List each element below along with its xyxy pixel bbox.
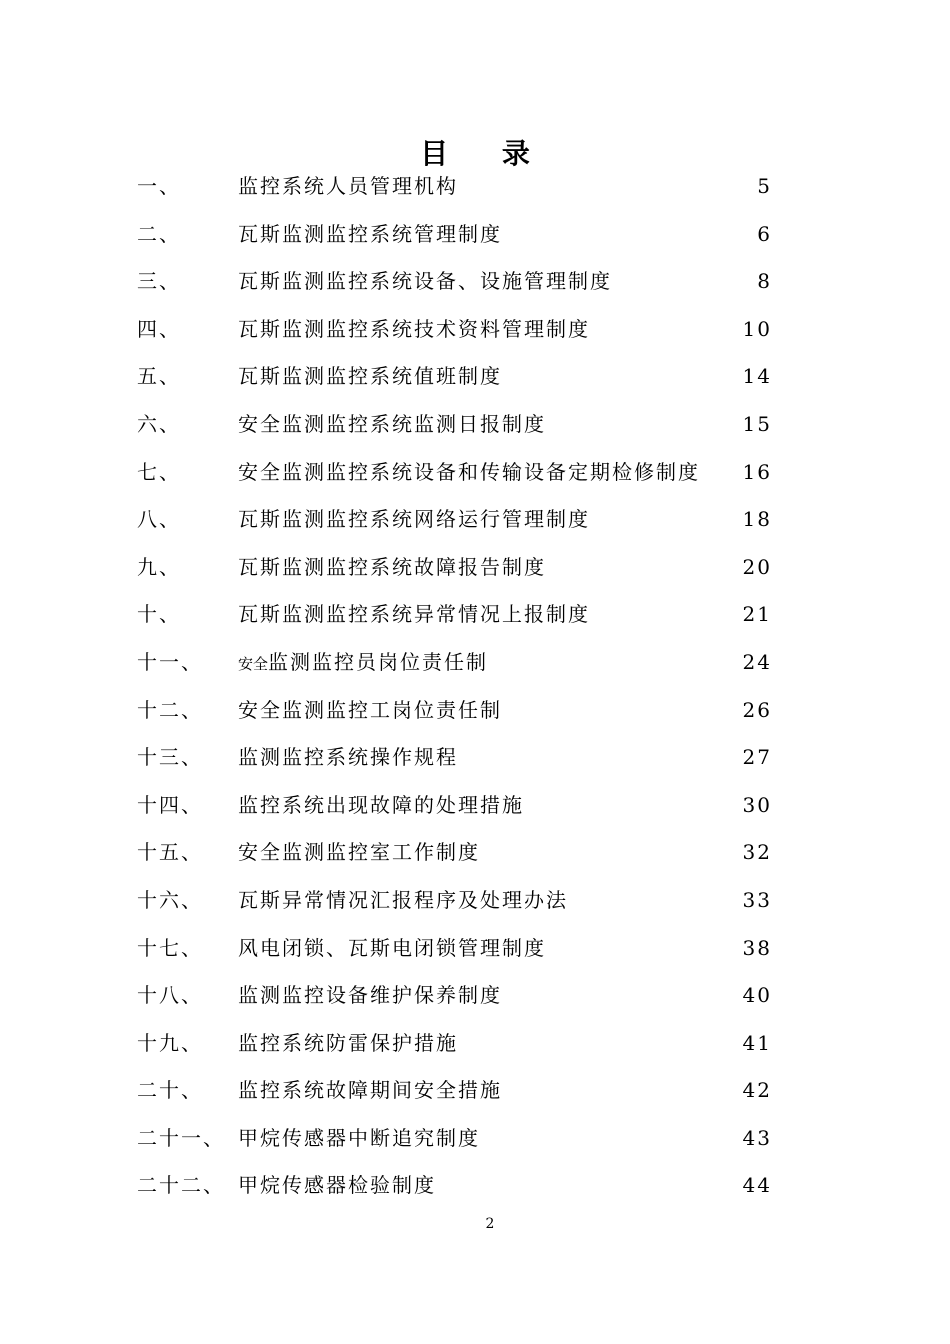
toc-entry-title: 监控系统故障期间安全措施 [238,1078,502,1103]
toc-entry-number: 一、 [137,174,181,198]
toc-entry-number: 四、 [137,316,181,341]
toc-entry-number: 十八、 [137,983,203,1008]
toc-entry [0,544,950,592]
toc-entry-page: 10 [742,316,772,341]
toc-entry [0,496,950,544]
toc-entry-number: 十七、 [137,935,203,960]
toc-entry [0,1115,950,1163]
toc-entry-number: 十三、 [137,745,203,770]
toc-entry-title: 监测监控系统操作规程 [238,745,458,770]
toc-entry-page: 14 [742,364,772,389]
toc-entry-page: 38 [742,935,772,960]
toc-entry-page: 5 [757,174,772,198]
toc-entry-title: 甲烷传感器检验制度 [238,1173,436,1198]
toc-entry [0,258,950,306]
toc-entry-number: 七、 [137,459,181,484]
toc-entry [0,211,950,259]
toc-entry-number: 十六、 [137,887,203,912]
toc-entry-page: 8 [757,269,772,294]
toc-entry-title: 瓦斯监测监控系统设备、设施管理制度 [238,269,612,294]
page-number: 2 [485,1216,495,1232]
toc-entry-title: 风电闭锁、瓦斯电闭锁管理制度 [238,935,546,960]
toc-entry-title: 甲烷传感器中断追究制度 [238,1125,480,1150]
toc-entry-page: 20 [742,554,772,579]
toc-entry-page: 27 [742,745,772,770]
toc-entry [0,877,950,925]
toc-entry-title: 瓦斯监测监控系统技术资料管理制度 [238,316,590,341]
toc-entry-page: 33 [742,887,772,912]
toc-entry [0,591,950,639]
toc-entry-number: 十、 [137,602,181,627]
toc-entry [0,1020,950,1068]
toc-entry-page: 18 [742,507,772,532]
toc-title: 目 录 [420,137,552,170]
toc-entry [0,1067,950,1115]
toc-entry-number: 二十二、 [137,1173,225,1198]
toc-entry-title: 瓦斯监测监控系统管理制度 [238,221,502,246]
toc-entry-number: 二十、 [137,1078,203,1103]
toc-entry-title: 监测监控设备维护保养制度 [238,983,502,1008]
toc-entry [0,1162,950,1210]
toc-entry-title-main: 监测监控员岗位责任制 [268,649,489,674]
toc-entry-title: 瓦斯监测监控系统异常情况上报制度 [238,602,590,627]
toc-entry-title: 安全监测监控系统监测日报制度 [238,411,546,436]
toc-entry-page: 40 [742,983,772,1008]
toc-entry-title: 瓦斯异常情况汇报程序及处理办法 [238,887,568,912]
toc-entry-number: 十二、 [137,697,203,722]
toc-entry-title: 瓦斯监测监控系统值班制度 [238,364,502,389]
toc-entry-page: 21 [742,602,772,627]
toc-entry [0,163,950,211]
toc-entry-title: 安全监测监控系统设备和传输设备定期检修制度 [238,459,700,484]
toc-entry-number: 九、 [137,554,181,579]
toc-entry [0,829,950,877]
toc-entry-number: 十五、 [137,840,203,865]
toc-entry-number: 六、 [137,411,181,436]
toc-entry-title: 瓦斯监测监控系统网络运行管理制度 [238,507,590,532]
toc-entry [0,782,950,830]
toc-entry [0,925,950,973]
toc-list [0,163,950,1210]
toc-entry-page: 44 [742,1173,772,1198]
toc-entry-number: 三、 [137,269,181,294]
toc-entry-page: 42 [742,1078,772,1103]
toc-entry-title: 监控系统出现故障的处理措施 [238,792,524,817]
toc-entry-page: 41 [742,1030,772,1055]
toc-entry-title [238,639,488,689]
toc-entry [0,687,950,735]
toc-entry-page: 43 [742,1125,772,1150]
toc-entry-title: 安全监测监控室工作制度 [238,840,480,865]
toc-entry-page: 24 [742,649,772,674]
toc-entry-page: 26 [742,697,772,722]
toc-entry [0,306,950,354]
toc-entry-number: 十四、 [137,792,203,817]
toc-entry-page: 32 [742,840,772,865]
toc-entry-number: 十一、 [137,649,203,674]
toc-entry [0,972,950,1020]
toc-entry-page: 16 [742,459,772,484]
toc-entry-page: 15 [742,411,772,436]
toc-entry-title: 监控系统人员管理机构 [238,174,458,198]
toc-entry [0,449,950,497]
toc-entry-page: 6 [757,221,772,246]
toc-entry-number: 二、 [137,221,181,246]
toc-entry-number: 八、 [137,507,181,532]
toc-entry-page: 30 [742,792,772,817]
toc-entry [0,353,950,401]
toc-entry-number: 五、 [137,364,181,389]
toc-entry [0,734,950,782]
toc-entry-title: 安全监测监控工岗位责任制 [238,697,502,722]
toc-entry-title: 监控系统防雷保护措施 [238,1030,458,1055]
toc-entry-number: 二十一、 [137,1125,225,1150]
toc-entry [0,639,950,687]
toc-entry-title-prefix: 安全 [238,654,269,673]
toc-entry-number: 十九、 [137,1030,203,1055]
toc-entry [0,401,950,449]
toc-entry-title: 瓦斯监测监控系统故障报告制度 [238,554,546,579]
